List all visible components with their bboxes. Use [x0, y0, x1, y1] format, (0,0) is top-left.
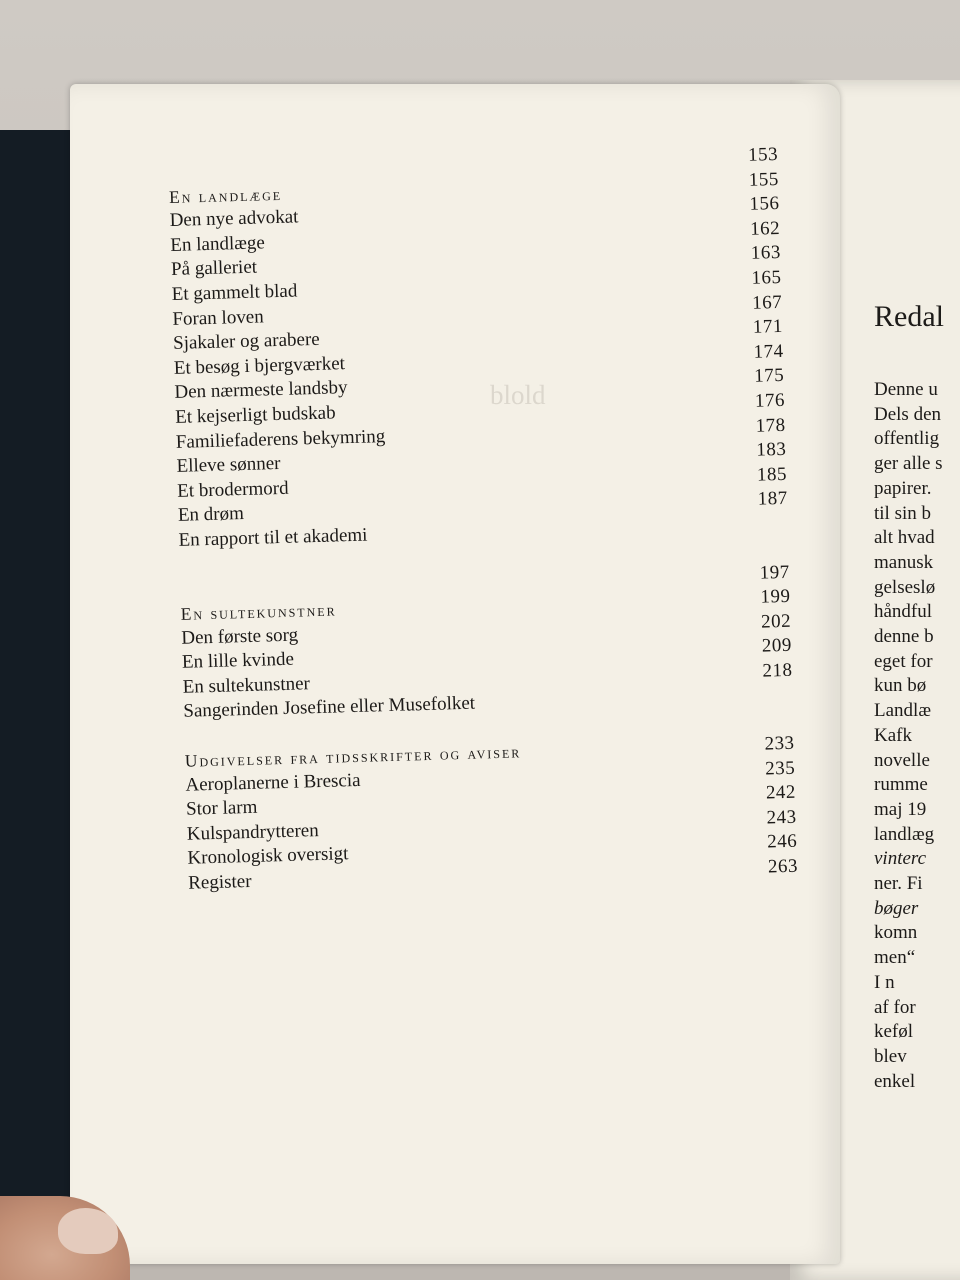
- toc-page-number: 153: [747, 143, 779, 166]
- toc-page-number: 162: [749, 217, 781, 240]
- facing-page-line: Landlæ: [874, 700, 931, 722]
- facing-page-line: ner. Fi: [874, 873, 923, 895]
- toc-page-number: 171: [752, 316, 784, 338]
- toc-page-number: 167: [751, 291, 783, 314]
- toc-entry-title: En rapport til et akademi: [178, 524, 368, 551]
- facing-page-line: gelseslø: [874, 576, 936, 598]
- facing-page-line: blev: [874, 1045, 907, 1067]
- facing-page-line: alt hvad: [874, 527, 935, 549]
- toc-entry-title: Foran loven: [172, 305, 264, 330]
- facing-page-line: Kafk: [874, 724, 912, 746]
- toc-entry-title: Sjakaler og arabere: [172, 328, 321, 355]
- facing-page-line: landlæg: [874, 823, 935, 845]
- toc-page-number: 242: [765, 781, 797, 804]
- toc-page-number: 202: [760, 610, 792, 633]
- toc-page-number: 176: [754, 389, 786, 412]
- facing-page-line: men“: [874, 947, 916, 969]
- toc-entry-title: Den første sorg: [181, 624, 299, 649]
- facing-page-line: håndful: [874, 601, 933, 623]
- toc-entry-title: Et gammelt blad: [171, 280, 298, 305]
- toc-entry-title: Kronologisk oversigt: [187, 843, 349, 870]
- toc-section-entries: [169, 192, 788, 553]
- facing-page-line: papirer.: [874, 477, 932, 499]
- toc-entry-title: Register: [187, 870, 252, 894]
- facing-page-line: til sin b: [874, 502, 932, 524]
- facing-page-text: [874, 296, 960, 1094]
- facing-page-line: ger alle s: [874, 453, 943, 475]
- facing-page-line: Dels den: [874, 403, 942, 425]
- toc-page-number: 263: [767, 855, 799, 878]
- toc-page-number: 209: [761, 635, 793, 657]
- toc-entry-title: Den nye advokat: [169, 206, 299, 232]
- toc-entry-title: Kulspandrytteren: [186, 819, 319, 845]
- toc-entry-title: En landlæge: [170, 232, 266, 256]
- toc-entry-title: Familiefaderens bekymring: [175, 425, 386, 453]
- toc-page-number: 246: [766, 831, 798, 853]
- toc-page-number: 178: [755, 414, 786, 437]
- toc-page-number: 218: [762, 659, 793, 682]
- facing-page-line: Denne u: [874, 379, 938, 400]
- toc-entry-title: Aeroplanerne i Brescia: [185, 769, 361, 796]
- toc-entry-title: En sultekunstner: [182, 673, 311, 698]
- facing-page-line: offentlig: [874, 428, 940, 450]
- toc-entry-title: Sangerinden Josefine eller Musefolket: [183, 693, 476, 723]
- facing-page-line: bøger: [874, 897, 919, 919]
- toc-page-number: 199: [760, 585, 791, 608]
- facing-page-line: eget for: [874, 650, 933, 672]
- toc-section-title: En landlæge: [168, 183, 283, 207]
- facing-page-line: vinterc: [874, 848, 927, 870]
- toc-entry-title: En drøm: [177, 503, 245, 527]
- toc-entry-title: Den nærmeste landsby: [174, 377, 348, 404]
- toc-entry-title: En lille kvinde: [181, 648, 295, 674]
- facing-page-line: manusk: [874, 551, 934, 573]
- toc-entry-title: På galleriet: [170, 256, 258, 281]
- toc-section-entries: [181, 609, 794, 724]
- bleed-through-text: blold: [490, 380, 546, 410]
- facing-page-heading: Redal: [874, 300, 944, 333]
- toc-entry-title: Et brodermord: [176, 477, 289, 502]
- toc-page-number: 163: [750, 242, 782, 265]
- toc-section-entries: [185, 756, 798, 896]
- toc-section-title: En sultekunstner: [180, 599, 337, 624]
- toc-page-number: 183: [756, 438, 787, 461]
- toc-page-number: 235: [764, 757, 796, 780]
- facing-page-line: maj 19: [874, 798, 927, 820]
- toc-page-number: 175: [753, 365, 785, 388]
- toc-entry-title: Elleve sønner: [176, 453, 281, 478]
- toc-page-number: 197: [759, 561, 791, 584]
- facing-page-line: novelle: [874, 749, 930, 771]
- toc-page-number: 187: [757, 488, 788, 510]
- facing-page-line: denne b: [874, 626, 934, 648]
- toc-entry-title: Et besøg i bjergværket: [173, 352, 346, 379]
- toc-page-number: 243: [766, 806, 797, 829]
- toc-section-title: Udgivelser fra tidsskrifter og aviser: [184, 741, 522, 771]
- toc-page-number: 155: [748, 168, 780, 191]
- facing-page-line: enkel: [874, 1070, 916, 1092]
- toc-page-number: 185: [756, 463, 788, 486]
- toc-entry-title: Et kejserligt budskab: [174, 402, 336, 428]
- toc-page-number: 156: [749, 193, 780, 215]
- facing-page-line: af for: [874, 996, 916, 1018]
- toc-page-number: 165: [751, 266, 782, 289]
- facing-page-line: keføl: [874, 1021, 914, 1043]
- thumbnail: [58, 1208, 118, 1254]
- toc-page-number: 233: [764, 732, 795, 755]
- facing-page-line: komn: [874, 922, 918, 944]
- table-of-contents: [168, 143, 798, 896]
- facing-page-line: rumme: [874, 774, 928, 796]
- toc-entry-title: Stor larm: [185, 797, 258, 820]
- toc-page-number: 174: [753, 340, 784, 363]
- facing-page-line: I n: [874, 971, 895, 993]
- facing-page-line: kun bø: [874, 675, 927, 697]
